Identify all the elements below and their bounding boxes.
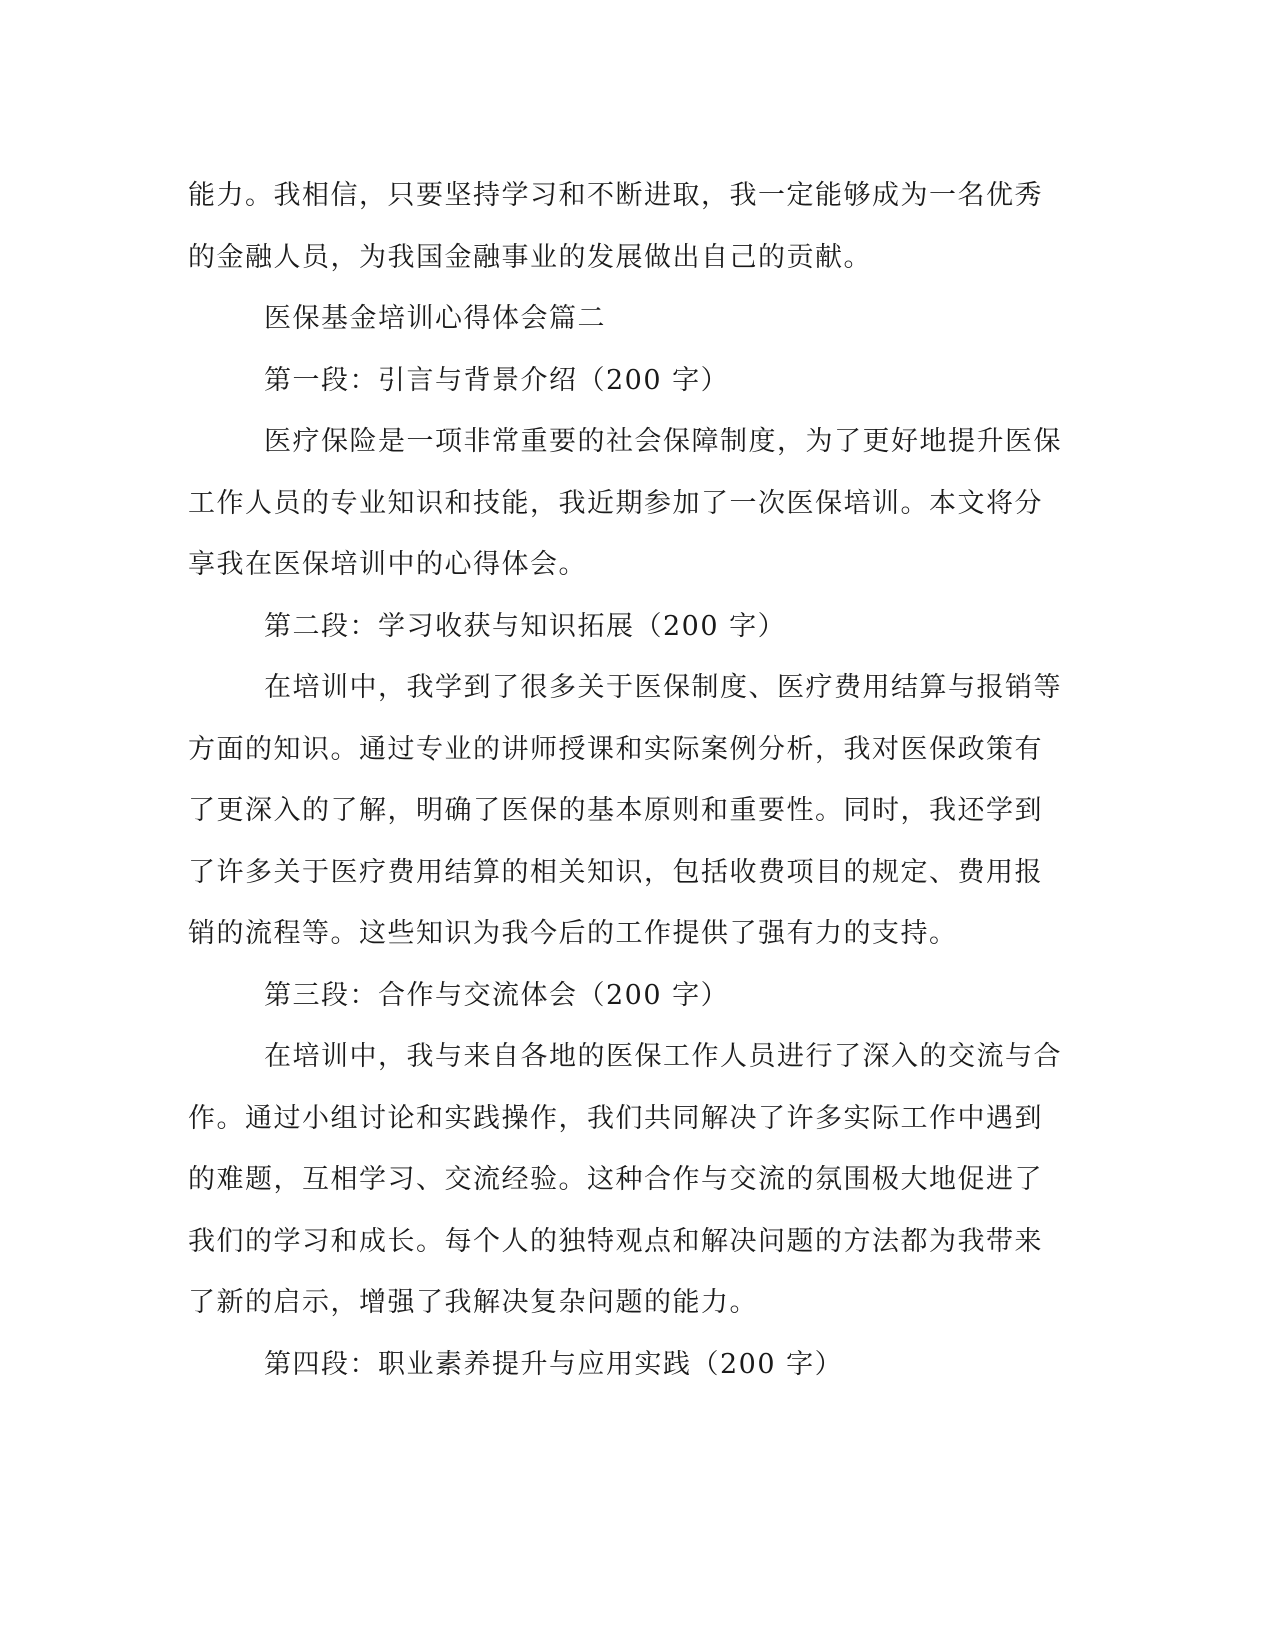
text-line: 第三段：合作与交流体会（200 字）: [264, 979, 730, 1011]
text-line: 享我在医保培训中的心得体会。: [188, 549, 587, 580]
section-title: [188, 288, 1088, 350]
document-body: [188, 165, 1088, 1395]
section-heading-4: [188, 1334, 1088, 1396]
text-line: 在培训中，我与来自各地的医保工作人员进行了深入的交流与合: [264, 1041, 1062, 1072]
text-line: 工作人员的专业知识和技能，我近期参加了一次医保培训。本文将分: [188, 487, 1043, 519]
section-heading-3: [188, 965, 1088, 1027]
text-line: 医疗保险是一项非常重要的社会保障制度，为了更好地提升医保: [264, 426, 1062, 457]
text-line: 第二段：学习收获与知识拓展（200 字）: [264, 610, 787, 642]
text-line: 方面的知识。通过专业的讲师授课和实际案例分析，我对医保政策有: [188, 733, 1043, 765]
text-line: 了新的启示，增强了我解决复杂问题的能力。: [188, 1287, 758, 1318]
text-line: 我们的学习和成长。每个人的独特观点和解决问题的方法都为我带来: [188, 1225, 1043, 1257]
text-line: 能力。我相信，只要坚持学习和不断进取，我一定能够成为一名优秀: [188, 180, 1043, 211]
text-line: 了许多关于医疗费用结算的相关知识，包括收费项目的规定、费用报: [188, 856, 1043, 888]
text-line: 的难题，互相学习、交流经验。这种合作与交流的氛围极大地促进了: [188, 1164, 1043, 1195]
text-line: 销的流程等。这些知识为我今后的工作提供了强有力的支持。: [188, 918, 958, 949]
section-heading-1: [188, 350, 1088, 412]
paragraph-3: [188, 1026, 1088, 1334]
text-line: 在培训中，我学到了很多关于医保制度、医疗费用结算与报销等: [264, 672, 1062, 703]
text-line: 第一段：引言与背景介绍（200 字）: [264, 364, 730, 396]
text-line: 的金融人员，为我国金融事业的发展做出自己的贡献。: [188, 241, 872, 273]
paragraph-continued: [188, 165, 1088, 288]
section-heading-2: [188, 596, 1088, 658]
text-line: 第四段：职业素养提升与应用实践（200 字）: [264, 1348, 844, 1380]
paragraph-1: [188, 411, 1088, 596]
text-line: 作。通过小组讨论和实践操作，我们共同解决了许多实际工作中遇到: [188, 1102, 1043, 1134]
paragraph-2: [188, 657, 1088, 965]
text-line: 医保基金培训心得体会篇二: [264, 303, 606, 334]
text-line: 了更深入的了解，明确了医保的基本原则和重要性。同时，我还学到: [188, 795, 1043, 826]
